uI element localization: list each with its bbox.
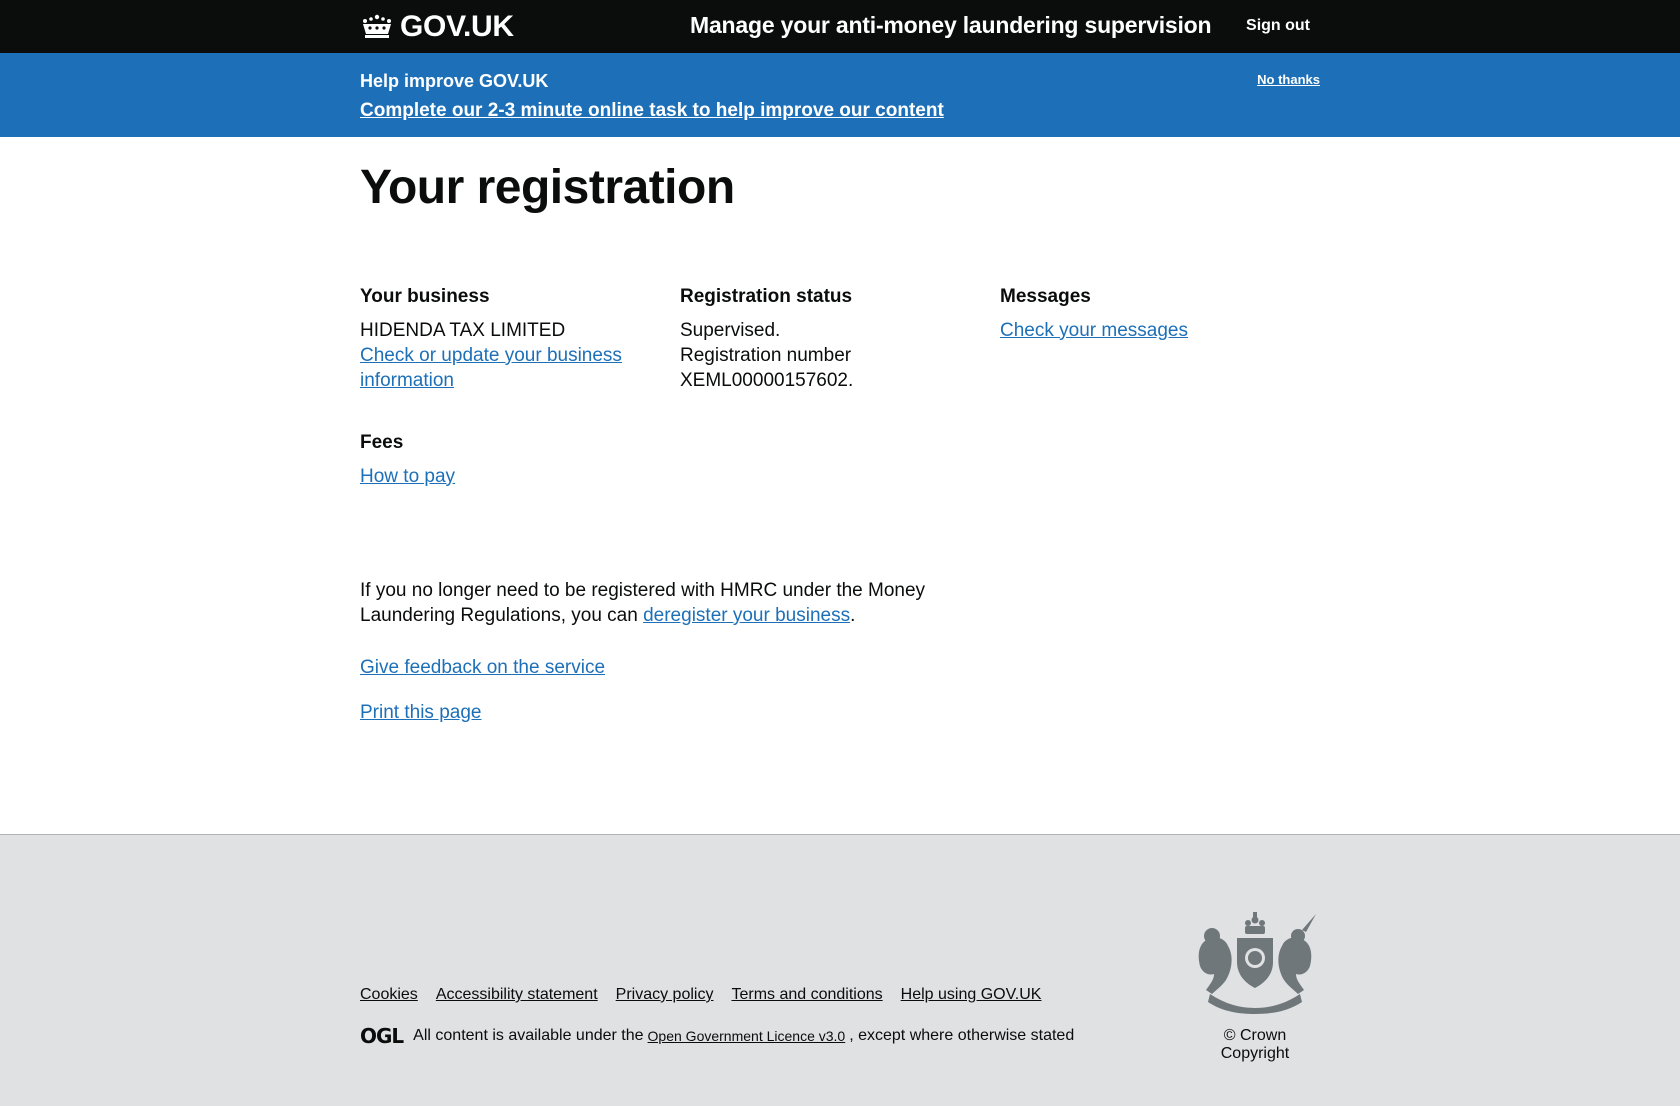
registration-status-section bbox=[680, 285, 970, 393]
licence-link[interactable]: Open Government Licence v3.0 bbox=[647, 1028, 846, 1044]
footer-link-cookies[interactable]: Cookies bbox=[360, 986, 418, 1003]
site-header bbox=[0, 0, 1680, 53]
service-name-link[interactable]: Manage your anti-money laundering supervision bbox=[690, 12, 1212, 38]
footer-link-terms[interactable]: Terms and conditions bbox=[731, 986, 883, 1003]
status-heading: Registration status bbox=[680, 286, 853, 307]
crown-copyright-link[interactable]: © Crown Copyright bbox=[1220, 1027, 1290, 1062]
footer-link-accessibility[interactable]: Accessibility statement bbox=[435, 986, 598, 1003]
fees-heading: Fees bbox=[360, 432, 404, 453]
business-heading: Your business bbox=[360, 286, 490, 307]
banner-no-thanks-link[interactable]: No thanks bbox=[1257, 72, 1320, 87]
logo-text: GOV.UK bbox=[400, 10, 514, 43]
sign-out-link[interactable]: Sign out bbox=[1246, 17, 1310, 34]
business-name: HIDENDA TAX LIMITED bbox=[360, 319, 566, 341]
footer-links bbox=[360, 986, 1041, 1004]
messages-heading: Messages bbox=[1000, 286, 1091, 307]
registration-number: XEML00000157602. bbox=[680, 369, 854, 391]
update-business-link[interactable]: Check or update your business information bbox=[360, 344, 622, 391]
status-value: Supervised. bbox=[680, 319, 781, 341]
page-title: Your registration bbox=[360, 161, 735, 214]
footer-link-privacy[interactable]: Privacy policy bbox=[615, 986, 714, 1003]
royal-coat-of-arms-icon bbox=[1190, 910, 1320, 1014]
footer-link-help[interactable]: Help using GOV.UK bbox=[900, 986, 1042, 1003]
main-content bbox=[0, 137, 1680, 834]
crown-icon bbox=[360, 14, 394, 40]
deregister-paragraph bbox=[360, 578, 1000, 628]
deregister-link[interactable]: deregister your business bbox=[643, 605, 851, 626]
messages-section bbox=[1000, 285, 1290, 343]
crown-copyright-block bbox=[1190, 910, 1320, 1063]
ogl-logo-icon: OGL bbox=[360, 1024, 404, 1048]
business-section bbox=[360, 285, 650, 393]
deregister-text: If you no longer need to be registered with HMRC under the Money Laundering Regulations, you can bbox=[360, 580, 926, 626]
banner-title: Help improve GOV.UK bbox=[360, 71, 549, 91]
registration-number-label: Registration number bbox=[680, 344, 852, 366]
fees-section bbox=[360, 431, 650, 489]
feedback-banner bbox=[0, 53, 1680, 137]
licence-statement bbox=[360, 1024, 1074, 1048]
banner-survey-link[interactable]: Complete our 2-3 minute online task to help improve our content bbox=[360, 100, 944, 121]
licence-text: All content is available under the bbox=[413, 1027, 644, 1044]
site-footer bbox=[0, 834, 1680, 1106]
govuk-logo-link[interactable] bbox=[360, 10, 514, 44]
check-messages-link[interactable]: Check your messages bbox=[1000, 319, 1188, 341]
print-page-link[interactable]: Print this page bbox=[360, 702, 482, 723]
give-feedback-link[interactable]: Give feedback on the service bbox=[360, 657, 606, 678]
licence-text-after: , except where otherwise stated bbox=[849, 1027, 1075, 1044]
deregister-period: . bbox=[850, 605, 856, 626]
how-to-pay-link[interactable]: How to pay bbox=[360, 465, 456, 487]
